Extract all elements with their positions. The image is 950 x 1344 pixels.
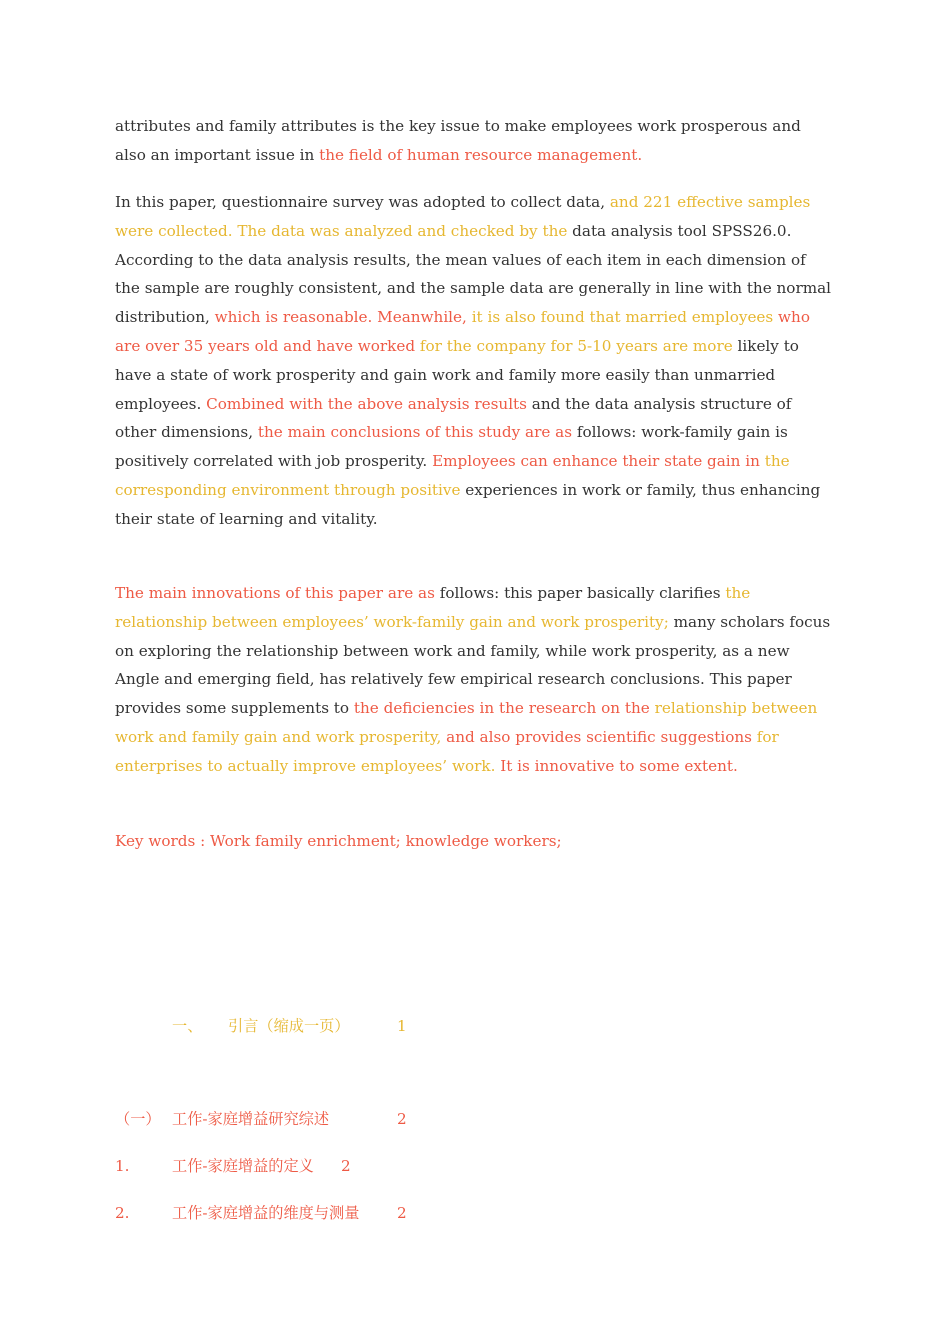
text-segment: Combined with the above analysis results [206,394,532,413]
text-segment: Employees can enhance their state gain in [432,452,765,471]
text-segment: the field of human resource management. [319,145,643,164]
abstract-paragraph-1 [115,112,835,170]
text-segment: which is reasonable. Meanwhile, [214,308,472,327]
keywords-line [115,827,835,856]
toc-title: 工作-家庭增益的定义 [172,1157,314,1175]
text-segment: the deficiencies in the research on the [353,699,655,718]
text-segment: and also provides scientific suggestions [446,727,757,746]
text-segment: the main conclusions of this study are as [257,423,577,442]
toc-title: 引言（缩成一页） [228,1017,350,1035]
text-segment: data analysis tool SPSS26.0. According to the data analysis results, the mean values of each item in each dimension of the sample are roughly consistent, and the sample data are generally in line with the normal distribution, [115,221,832,327]
text-segment: the corresponding environment through positive [115,452,790,499]
text-segment: Key words : Work family enrichment; knowledge workers; [115,832,562,850]
text-segment: attributes and family attributes is the key issue to make employees work prosperous and also an important issue in [115,117,801,164]
text-segment: follows: work-family gain is positively correlated with job prosperity. [115,423,788,471]
text-segment: it is also found that married employees [471,308,779,327]
text-segment: the relationship between employees’ work-family gain and work prosperity; [115,584,751,631]
text-segment: for enterprises to actually improve employees’ work. [115,727,779,775]
text-segment: In this paper, questionnaire survey was adopted to collect data, [115,193,610,211]
toc-number: 1. [115,1157,130,1175]
text-segment: and 221 effective samples were collected. The data was analyzed and checked by the [115,193,811,240]
toc-page-number: 2 [397,1110,407,1128]
text-segment: experiences in work or family, thus enhancing their state of learning and vitality. [115,480,821,528]
text-segment: and the data analysis structure of other dimensions, [115,394,792,442]
toc-title: 工作-家庭增益的维度与测量 [172,1204,360,1222]
toc-number: 一、 [172,1017,203,1035]
text-segment: likely to have a state of work prosperity and gain work and family more easily than unmarried employees. [115,336,799,413]
text-segment: many scholars focus on exploring the relationship between work and family, while work prosperity, as a new Angle and emerging field, has relatively few empirical research conclusions. This paper provides some supplements to [115,612,831,718]
toc-title: 工作-家庭增益研究综述 [172,1110,330,1128]
abstract-paragraph-2 [115,188,835,534]
text-segment: who are over 35 years old and have worked [115,308,810,355]
text-segment: relationship between work and family gain and work prosperity, [115,699,818,746]
text-segment: The main innovations of this paper are as [115,584,440,602]
toc-page-number: 2 [397,1204,407,1222]
toc-number: 2. [115,1204,130,1222]
text-segment: for the company for 5-10 years are more [419,336,738,355]
toc-page-number: 1 [397,1017,407,1035]
toc-page-number: 2 [341,1157,351,1175]
text-segment: follows: this paper basically clarifies [439,584,726,602]
abstract-paragraph-3 [115,579,835,781]
text-segment: It is innovative to some extent. [500,756,738,775]
toc-number: （一） [115,1110,161,1128]
